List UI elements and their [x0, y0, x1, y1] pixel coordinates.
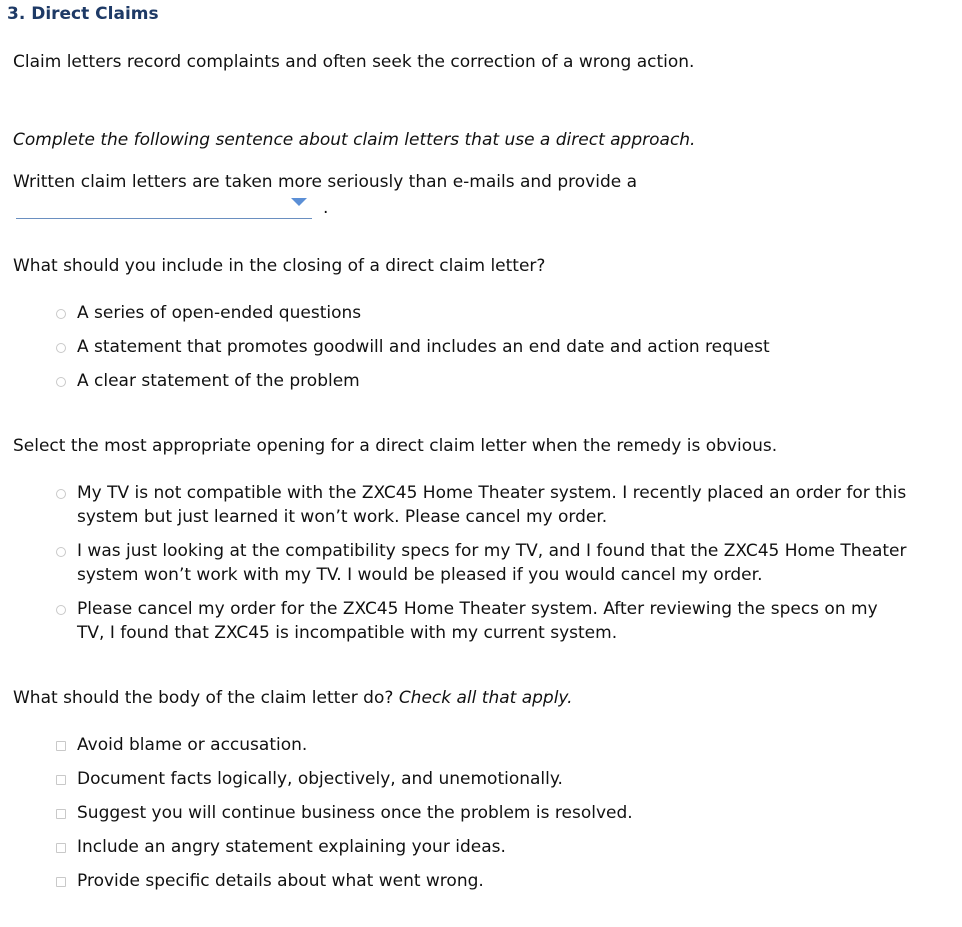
radio-button[interactable]	[56, 377, 66, 387]
radio-button[interactable]	[56, 309, 66, 319]
q1-sentence: Written claim letters are taken more seriously than e-mails and provide a	[13, 172, 638, 192]
option-label: Include an angry statement explaining your ideas.	[77, 837, 506, 857]
option-label: I was just looking at the compatibility specs for my TV, and I found that the ZXC45 Home Theater system won’t work with my TV. I would be pleased if you would cancel my order.	[77, 541, 907, 585]
q1-answer-dropdown[interactable]	[16, 195, 312, 219]
checkbox[interactable]	[56, 877, 66, 887]
sentence-period: .	[323, 198, 329, 218]
checkbox[interactable]	[56, 741, 66, 751]
option-label: Provide specific details about what went wrong.	[77, 871, 484, 891]
radio-button[interactable]	[56, 605, 66, 615]
option-label: My TV is not compatible with the ZXC45 Home Theater system. I recently placed an order for this system but just learned it won’t work. Please cancel my order.	[77, 483, 907, 527]
radio-button[interactable]	[56, 489, 66, 499]
option-label: A statement that promotes goodwill and includes an end date and action request	[77, 337, 770, 357]
checkbox[interactable]	[56, 809, 66, 819]
q4-question	[13, 688, 573, 708]
chevron-down-icon	[291, 198, 307, 206]
option-label: Avoid blame or accusation.	[77, 735, 308, 755]
section-title: 3. Direct Claims	[7, 4, 159, 24]
option-label: Please cancel my order for the ZXC45 Home Theater system. After reviewing the specs on my TV, I found that ZXC45 is incompatible with my current system.	[77, 599, 878, 643]
option-label: A series of open-ended questions	[77, 303, 362, 323]
checkbox[interactable]	[56, 775, 66, 785]
option-label: Suggest you will continue business once the problem is resolved.	[77, 803, 633, 823]
q1-instruction: Complete the following sentence about claim letters that use a direct approach.	[13, 130, 696, 150]
radio-button[interactable]	[56, 547, 66, 557]
checkbox[interactable]	[56, 843, 66, 853]
intro-text: Claim letters record complaints and often seek the correction of a wrong action.	[13, 52, 695, 72]
q3-question: Select the most appropriate opening for a direct claim letter when the remedy is obvious.	[13, 436, 778, 456]
option-label: Document facts logically, objectively, and unemotionally.	[77, 769, 563, 789]
option-label: A clear statement of the problem	[77, 371, 360, 391]
q4-question-hint: Check all that apply.	[398, 688, 573, 708]
q4-question-text: What should the body of the claim letter do?	[13, 688, 394, 708]
q2-question: What should you include in the closing of a direct claim letter?	[13, 256, 546, 276]
radio-button[interactable]	[56, 343, 66, 353]
